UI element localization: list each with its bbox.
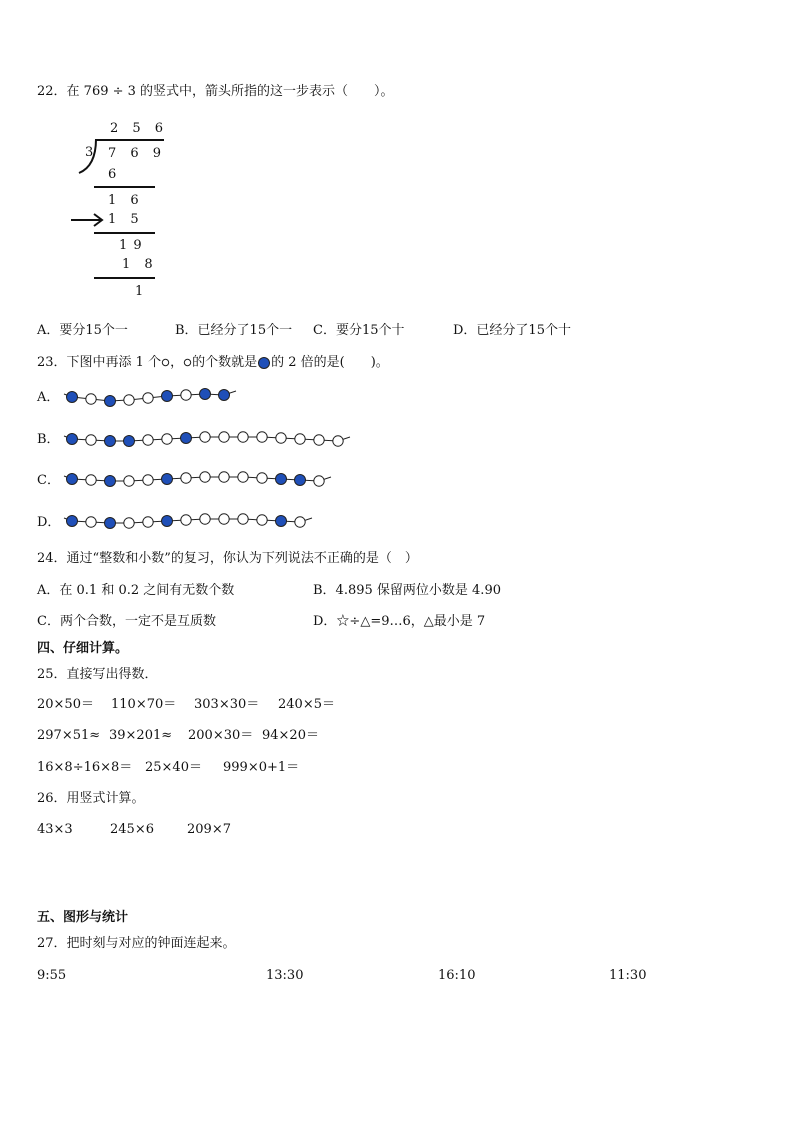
- step-4: 1 9: [119, 238, 143, 253]
- empty-bead: [219, 472, 229, 482]
- q22-stem: 22．在 769 ÷ 3 的竖式中，箭头所指的这一步表示（ ）。: [37, 84, 394, 99]
- empty-bead: [314, 435, 324, 445]
- q23-option-b-label[interactable]: B．: [37, 432, 60, 447]
- empty-bead: [314, 476, 324, 486]
- time-label[interactable]: 16:10: [438, 968, 476, 983]
- empty-bead-icon: [161, 358, 170, 367]
- q26-stem: 26．用竖式计算。: [37, 791, 145, 806]
- q24-stem: 24．通过“整数和小数”的复习，你认为下列说法不正确的是（ ）: [37, 551, 418, 566]
- q22-option-d[interactable]: D．已经分了15个十: [453, 323, 571, 338]
- filled-bead: [162, 474, 173, 485]
- filled-bead: [276, 516, 287, 527]
- q23-option-c-beads[interactable]: [64, 466, 284, 492]
- filled-bead: [124, 436, 135, 447]
- empty-bead: [257, 432, 267, 442]
- empty-bead: [86, 475, 96, 485]
- step-line-3: [94, 277, 155, 279]
- filled-bead: [67, 516, 78, 527]
- q24-option-d[interactable]: D．☆÷△=9…6，△最小是 7: [313, 614, 486, 629]
- q23-stem-part-3: 的个数就是: [192, 355, 258, 370]
- empty-bead: [143, 435, 153, 445]
- time-label[interactable]: 13:30: [266, 968, 304, 983]
- q27-stem: 27．把时刻与对应的钟面连起来。: [37, 936, 236, 951]
- quotient: 2 5 6: [110, 121, 169, 136]
- time-label[interactable]: 11:30: [609, 968, 647, 983]
- empty-bead: [86, 394, 96, 404]
- dividend: 7 6 9: [108, 146, 167, 161]
- q23-option-b-beads[interactable]: [64, 426, 294, 452]
- filled-bead: [67, 434, 78, 445]
- empty-bead: [181, 390, 191, 400]
- q26-item: 43×3: [37, 822, 73, 837]
- q22-option-a[interactable]: A．要分15个一: [37, 323, 128, 338]
- empty-bead: [295, 434, 305, 444]
- empty-bead: [200, 514, 210, 524]
- q25-item: 16×8÷16×8＝: [37, 760, 133, 775]
- filled-bead: [276, 474, 287, 485]
- q25-item: 110×70＝: [111, 697, 177, 712]
- q25-item: 240×5＝: [278, 697, 335, 712]
- step-3: 1 5: [108, 212, 144, 227]
- filled-bead: [105, 518, 116, 529]
- empty-bead: [200, 432, 210, 442]
- empty-bead: [181, 515, 191, 525]
- filled-bead: [295, 475, 306, 486]
- q25-item: 39×201≈: [109, 728, 173, 743]
- empty-bead: [124, 395, 134, 405]
- division-bar: [96, 139, 164, 141]
- filled-bead: [105, 476, 116, 487]
- filled-bead: [162, 391, 173, 402]
- q23-option-d-label[interactable]: D．: [37, 515, 61, 530]
- empty-bead: [181, 473, 191, 483]
- q25-item: 20×50＝: [37, 697, 94, 712]
- empty-bead: [238, 472, 248, 482]
- empty-bead: [86, 517, 96, 527]
- step-5: 1 8: [122, 257, 158, 272]
- section-5-heading: 五、图形与统计: [37, 910, 129, 925]
- filled-bead: [219, 390, 230, 401]
- empty-bead: [143, 475, 153, 485]
- empty-bead: [143, 517, 153, 527]
- q25-item: 297×51≈: [37, 728, 101, 743]
- step-line-2: [94, 232, 155, 234]
- q25-item: 200×30＝: [188, 728, 254, 743]
- empty-bead: [257, 515, 267, 525]
- filled-bead: [105, 436, 116, 447]
- arrow-icon: [70, 213, 104, 227]
- empty-bead: [238, 432, 248, 442]
- q25-item: 94×20＝: [262, 728, 319, 743]
- step-1: 6: [108, 167, 122, 182]
- step-6: 1: [135, 284, 149, 299]
- empty-bead: [219, 514, 229, 524]
- empty-bead: [257, 473, 267, 483]
- filled-bead: [162, 516, 173, 527]
- step-line-1: [94, 186, 155, 188]
- filled-bead: [181, 433, 192, 444]
- empty-bead-icon: [183, 358, 192, 367]
- filled-bead: [67, 474, 78, 485]
- q26-item: 245×6: [110, 822, 154, 837]
- q25-item: 25×40＝: [145, 760, 202, 775]
- q24-option-b[interactable]: B．4.895 保留两位小数是 4.90: [313, 583, 501, 598]
- q25-stem: 25．直接写出得数．: [37, 667, 158, 682]
- filled-bead: [200, 389, 211, 400]
- empty-bead: [124, 476, 134, 486]
- step-2: 1 6: [108, 193, 144, 208]
- empty-bead: [143, 393, 153, 403]
- q23-option-a-label[interactable]: A．: [37, 390, 60, 405]
- empty-bead: [162, 434, 172, 444]
- q23-stem-part-1: 23．下图中再添 1 个: [37, 355, 162, 370]
- q23-option-c-label[interactable]: C．: [37, 473, 60, 488]
- q25-item: 303×30＝: [194, 697, 260, 712]
- q23-stem-part-2: ，: [170, 355, 184, 370]
- empty-bead: [219, 432, 229, 442]
- filled-bead: [67, 392, 78, 403]
- q24-option-a[interactable]: A．在 0.1 和 0.2 之间有无数个数: [37, 583, 235, 598]
- empty-bead: [295, 517, 305, 527]
- q24-option-c[interactable]: C．两个合数，一定不是互质数: [37, 614, 216, 629]
- q26-item: 209×7: [187, 822, 231, 837]
- q22-option-c[interactable]: C．要分15个十: [313, 323, 405, 338]
- filled-bead: [105, 396, 116, 407]
- q23-stem-part-4: 的 2 倍的是( )。: [271, 355, 389, 370]
- section-4-heading: 四、仔细计算。: [37, 641, 129, 656]
- empty-bead: [238, 514, 248, 524]
- q23-stem: [37, 355, 389, 371]
- q22-option-b[interactable]: B．已经分了15个一: [175, 323, 293, 338]
- q25-item: 999×0+1＝: [223, 760, 300, 775]
- q23-option-d-beads[interactable]: [64, 508, 274, 534]
- empty-bead: [124, 518, 134, 528]
- divisor: 3: [85, 145, 99, 160]
- q23-option-a-beads[interactable]: [64, 384, 254, 410]
- empty-bead: [276, 433, 286, 443]
- empty-bead: [333, 436, 343, 446]
- filled-bead-icon: [257, 356, 271, 370]
- empty-bead: [86, 435, 96, 445]
- empty-bead: [200, 472, 210, 482]
- time-label[interactable]: 9:55: [37, 968, 67, 983]
